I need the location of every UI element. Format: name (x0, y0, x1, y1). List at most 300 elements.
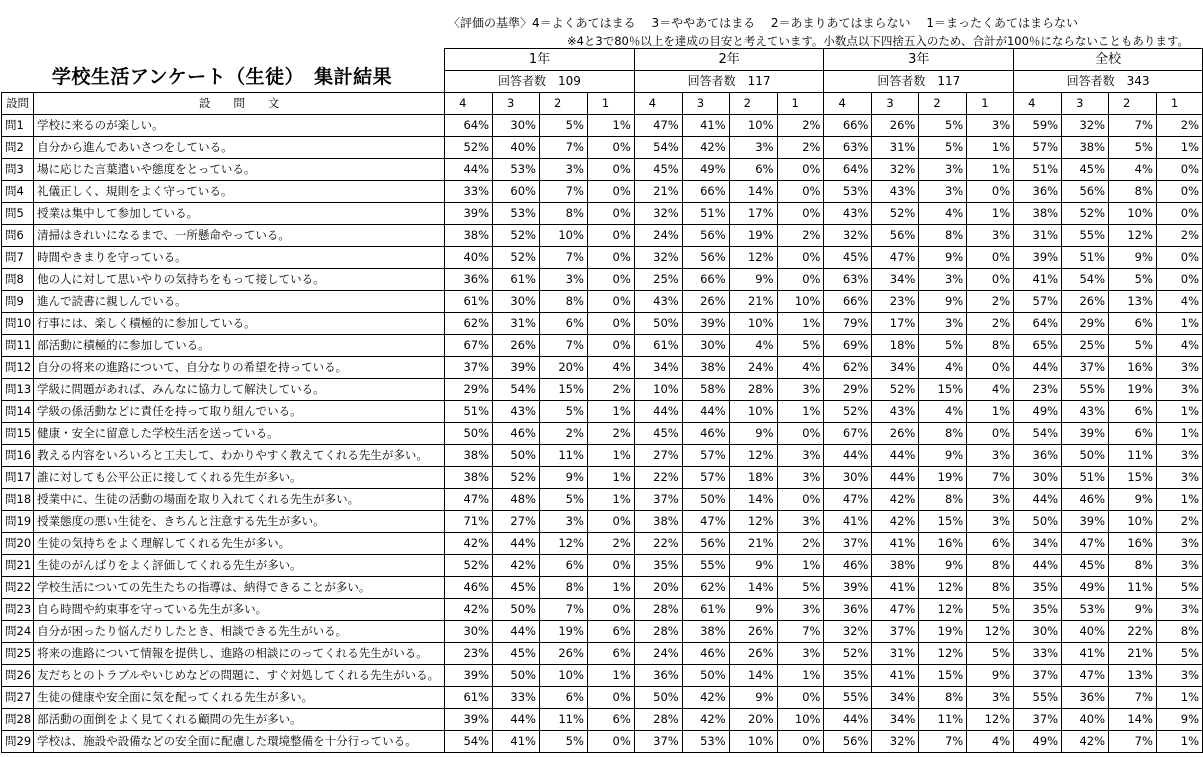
percent-cell: 43% (493, 401, 540, 423)
percent-cell: 61% (445, 687, 493, 709)
percent-cell: 9% (729, 687, 777, 709)
percent-cell: 40% (1062, 621, 1109, 643)
percent-cell: 39% (445, 203, 493, 225)
percent-cell: 8% (919, 225, 967, 247)
percent-cell: 25% (634, 269, 682, 291)
percent-cell: 44% (445, 159, 493, 181)
percent-cell: 4% (919, 203, 967, 225)
percent-cell: 20% (729, 709, 777, 731)
percent-cell: 54% (493, 379, 540, 401)
percent-cell: 50% (634, 313, 682, 335)
percent-cell: 63% (824, 269, 872, 291)
percent-cell: 0% (587, 247, 634, 269)
question-number: 問9 (2, 291, 34, 313)
percent-cell: 55% (682, 555, 729, 577)
percent-cell: 19% (919, 621, 967, 643)
percent-cell: 0% (587, 731, 634, 753)
percent-cell: 38% (445, 467, 493, 489)
percent-cell: 45% (824, 247, 872, 269)
scale-header-cell: 1 (967, 93, 1014, 115)
percent-cell: 44% (493, 621, 540, 643)
percent-cell: 4% (1109, 159, 1157, 181)
table-row (2, 467, 1203, 489)
percent-cell: 3% (777, 599, 824, 621)
percent-cell: 30% (445, 621, 493, 643)
percent-cell: 29% (824, 379, 872, 401)
question-text: 誰に対しても公平公正に接してくれる先生が多い。 (34, 467, 445, 489)
percent-cell: 48% (493, 489, 540, 511)
percent-cell: 15% (919, 511, 967, 533)
percent-cell: 60% (493, 181, 540, 203)
percent-cell: 16% (1109, 533, 1157, 555)
percent-cell: 7% (539, 335, 587, 357)
percent-cell: 52% (493, 247, 540, 269)
percent-cell: 52% (445, 137, 493, 159)
percent-cell: 11% (1109, 577, 1157, 599)
percent-cell: 0% (967, 181, 1014, 203)
percent-cell: 10% (634, 379, 682, 401)
percent-cell: 14% (729, 489, 777, 511)
percent-cell: 5% (1109, 137, 1157, 159)
scale-header-cell: 3 (682, 93, 729, 115)
table-row (2, 313, 1203, 335)
percent-cell: 5% (539, 731, 587, 753)
percent-cell: 79% (824, 313, 872, 335)
percent-cell: 12% (967, 621, 1014, 643)
percent-cell: 12% (729, 445, 777, 467)
percent-cell: 24% (634, 643, 682, 665)
percent-cell: 5% (539, 489, 587, 511)
percent-cell: 1% (1156, 489, 1202, 511)
percent-cell: 9% (729, 269, 777, 291)
table-row (2, 445, 1203, 467)
percent-cell: 9% (729, 555, 777, 577)
table-row (2, 357, 1203, 379)
percent-cell: 52% (824, 401, 872, 423)
percent-cell: 1% (777, 401, 824, 423)
percent-cell: 52% (872, 203, 919, 225)
percent-cell: 2% (1156, 511, 1202, 533)
percent-cell: 9% (919, 445, 967, 467)
percent-cell: 44% (824, 445, 872, 467)
percent-cell: 51% (1062, 467, 1109, 489)
percent-cell: 44% (1014, 357, 1062, 379)
percent-cell: 1% (777, 313, 824, 335)
percent-cell: 49% (1014, 401, 1062, 423)
percent-cell: 15% (919, 379, 967, 401)
question-text: 授業は集中して参加している。 (34, 203, 445, 225)
percent-cell: 25% (1062, 335, 1109, 357)
table-row (2, 115, 1203, 137)
percent-cell: 0% (1156, 203, 1202, 225)
table-row (2, 159, 1203, 181)
percent-cell: 42% (445, 533, 493, 555)
percent-cell: 50% (445, 423, 493, 445)
percent-cell: 30% (824, 467, 872, 489)
percent-cell: 10% (777, 709, 824, 731)
question-text: 学校生活についての先生たちの指導は、納得できることが多い。 (34, 577, 445, 599)
question-number: 問4 (2, 181, 34, 203)
percent-cell: 38% (1062, 137, 1109, 159)
percent-cell: 53% (1062, 599, 1109, 621)
percent-cell: 3% (1156, 555, 1202, 577)
table-row (2, 709, 1203, 731)
question-text: 授業中に、生徒の活動の場面を取り入れてくれる先生が多い。 (34, 489, 445, 511)
percent-cell: 62% (445, 313, 493, 335)
question-number: 問1 (2, 115, 34, 137)
percent-cell: 37% (634, 731, 682, 753)
percent-cell: 5% (967, 599, 1014, 621)
percent-cell: 57% (1014, 137, 1062, 159)
percent-cell: 5% (539, 401, 587, 423)
percent-cell: 29% (1062, 313, 1109, 335)
percent-cell: 5% (777, 577, 824, 599)
percent-cell: 3% (1156, 445, 1202, 467)
grade-1-respondents: 回答者数 109 (445, 71, 635, 93)
question-text: 自分が困ったり悩んだりしたとき、相談できる先生がいる。 (34, 621, 445, 643)
percent-cell: 0% (777, 247, 824, 269)
percent-cell: 20% (539, 357, 587, 379)
percent-cell: 5% (777, 335, 824, 357)
percent-cell: 50% (1014, 511, 1062, 533)
percent-cell: 5% (539, 115, 587, 137)
percent-cell: 45% (1062, 159, 1109, 181)
percent-cell: 3% (1156, 379, 1202, 401)
percent-cell: 47% (634, 115, 682, 137)
percent-cell: 39% (493, 357, 540, 379)
percent-cell: 66% (682, 269, 729, 291)
question-number: 問19 (2, 511, 34, 533)
percent-cell: 55% (1062, 379, 1109, 401)
scale-header-cell: 4 (634, 93, 682, 115)
percent-cell: 61% (682, 599, 729, 621)
percent-cell: 7% (539, 599, 587, 621)
question-text: 進んで読書に親しんでいる。 (34, 291, 445, 313)
percent-cell: 0% (587, 687, 634, 709)
percent-cell: 7% (1109, 115, 1157, 137)
percent-cell: 54% (1014, 423, 1062, 445)
percent-cell: 6% (1109, 313, 1157, 335)
percent-cell: 3% (967, 115, 1014, 137)
percent-cell: 38% (445, 225, 493, 247)
percent-cell: 1% (967, 159, 1014, 181)
percent-cell: 5% (1109, 335, 1157, 357)
percent-cell: 8% (967, 335, 1014, 357)
percent-cell: 4% (919, 357, 967, 379)
percent-cell: 0% (967, 247, 1014, 269)
question-text: 学級に問題があれば、みんなに協力して解決している。 (34, 379, 445, 401)
percent-cell: 26% (729, 621, 777, 643)
percent-cell: 61% (493, 269, 540, 291)
percent-cell: 1% (1156, 313, 1202, 335)
percent-cell: 57% (682, 467, 729, 489)
page-title: 学校生活アンケート（生徒） 集計結果 (51, 66, 393, 88)
percent-cell: 21% (729, 291, 777, 313)
percent-cell: 46% (824, 555, 872, 577)
percent-cell: 3% (777, 467, 824, 489)
percent-cell: 28% (729, 379, 777, 401)
percent-cell: 5% (919, 335, 967, 357)
percent-cell: 24% (729, 357, 777, 379)
percent-cell: 34% (1014, 533, 1062, 555)
percent-cell: 0% (1156, 269, 1202, 291)
percent-cell: 49% (1014, 731, 1062, 753)
question-text: 教える内容をいろいろと工夫して、わかりやすく教えてくれる先生が多い。 (34, 445, 445, 467)
percent-cell: 6% (587, 709, 634, 731)
percent-cell: 1% (777, 665, 824, 687)
percent-cell: 16% (919, 533, 967, 555)
percent-cell: 65% (1014, 335, 1062, 357)
percent-cell: 7% (539, 247, 587, 269)
percent-cell: 37% (824, 533, 872, 555)
question-number: 問11 (2, 335, 34, 357)
percent-cell: 30% (1014, 467, 1062, 489)
percent-cell: 34% (872, 709, 919, 731)
percent-cell: 28% (634, 709, 682, 731)
percent-cell: 9% (919, 247, 967, 269)
percent-cell: 0% (587, 555, 634, 577)
percent-cell: 66% (824, 115, 872, 137)
percent-cell: 10% (1109, 203, 1157, 225)
percent-cell: 44% (1014, 555, 1062, 577)
percent-cell: 14% (729, 181, 777, 203)
percent-cell: 1% (587, 665, 634, 687)
percent-cell: 28% (634, 599, 682, 621)
percent-cell: 0% (587, 335, 634, 357)
percent-cell: 17% (872, 313, 919, 335)
percent-cell: 7% (1109, 731, 1157, 753)
percent-cell: 47% (1062, 665, 1109, 687)
percent-cell: 14% (729, 577, 777, 599)
percent-cell: 3% (777, 511, 824, 533)
percent-cell: 34% (872, 357, 919, 379)
percent-cell: 55% (1014, 687, 1062, 709)
percent-cell: 50% (1062, 445, 1109, 467)
percent-cell: 2% (587, 379, 634, 401)
percent-cell: 7% (1109, 687, 1157, 709)
percent-cell: 44% (493, 709, 540, 731)
percent-cell: 59% (1014, 115, 1062, 137)
scale-header-cell: 1 (777, 93, 824, 115)
percent-cell: 4% (1156, 335, 1202, 357)
percent-cell: 39% (1062, 511, 1109, 533)
percent-cell: 1% (1156, 731, 1202, 753)
percent-cell: 1% (1156, 423, 1202, 445)
percent-cell: 36% (1014, 181, 1062, 203)
percent-cell: 5% (919, 137, 967, 159)
percent-cell: 1% (587, 577, 634, 599)
question-number: 問10 (2, 313, 34, 335)
percent-cell: 29% (445, 379, 493, 401)
school-respondents: 回答者数 343 (1014, 71, 1203, 93)
question-text: 自分の将来の進路について、自分なりの希望を持っている。 (34, 357, 445, 379)
percent-cell: 56% (682, 225, 729, 247)
question-text: 部活動の面倒をよく見てくれる顧問の先生が多い。 (34, 709, 445, 731)
percent-cell: 61% (634, 335, 682, 357)
percent-cell: 0% (587, 599, 634, 621)
percent-cell: 41% (682, 115, 729, 137)
percent-cell: 30% (493, 291, 540, 313)
percent-cell: 38% (1014, 203, 1062, 225)
percent-cell: 9% (1156, 709, 1202, 731)
percent-cell: 0% (587, 159, 634, 181)
percent-cell: 0% (777, 203, 824, 225)
percent-cell: 10% (539, 665, 587, 687)
percent-cell: 0% (1156, 181, 1202, 203)
percent-cell: 52% (872, 379, 919, 401)
percent-cell: 15% (1109, 467, 1157, 489)
table-row (2, 181, 1203, 203)
question-number: 問25 (2, 643, 34, 665)
percent-cell: 2% (587, 533, 634, 555)
percent-cell: 57% (1014, 291, 1062, 313)
percent-cell: 3% (1156, 467, 1202, 489)
scale-header-cell: 4 (1014, 93, 1062, 115)
question-text: 行事には、楽しく積極的に参加している。 (34, 313, 445, 335)
percent-cell: 38% (682, 621, 729, 643)
percent-cell: 43% (872, 181, 919, 203)
percent-cell: 44% (872, 467, 919, 489)
question-number: 問17 (2, 467, 34, 489)
percent-cell: 4% (1156, 291, 1202, 313)
percent-cell: 9% (1109, 599, 1157, 621)
question-number: 問2 (2, 137, 34, 159)
percent-cell: 1% (587, 445, 634, 467)
percent-cell: 26% (493, 335, 540, 357)
question-number: 問12 (2, 357, 34, 379)
percent-cell: 52% (824, 643, 872, 665)
table-row (2, 577, 1203, 599)
percent-cell: 1% (587, 467, 634, 489)
percent-cell: 50% (493, 599, 540, 621)
percent-cell: 21% (634, 181, 682, 203)
question-number: 問29 (2, 731, 34, 753)
percent-cell: 3% (1156, 599, 1202, 621)
percent-cell: 62% (682, 577, 729, 599)
question-number: 問18 (2, 489, 34, 511)
scale-header-cell: 2 (729, 93, 777, 115)
percent-cell: 1% (967, 137, 1014, 159)
percent-cell: 27% (634, 445, 682, 467)
percent-cell: 9% (1109, 489, 1157, 511)
percent-cell: 16% (1109, 357, 1157, 379)
percent-cell: 2% (539, 423, 587, 445)
table-row (2, 203, 1203, 225)
percent-cell: 47% (445, 489, 493, 511)
scale-header-cell: 3 (493, 93, 540, 115)
scale-header-cell: 4 (824, 93, 872, 115)
percent-cell: 10% (729, 401, 777, 423)
question-text: 部活動に積極的に参加している。 (34, 335, 445, 357)
percent-cell: 22% (634, 533, 682, 555)
question-text: 授業態度の悪い生徒を、きちんと注意する先生が多い。 (34, 511, 445, 533)
percent-cell: 26% (872, 423, 919, 445)
question-text: 学級の係活動などに責任を持って取り組んでいる。 (34, 401, 445, 423)
percent-cell: 13% (1109, 665, 1157, 687)
percent-cell: 32% (634, 247, 682, 269)
percent-cell: 26% (872, 115, 919, 137)
percent-cell: 6% (539, 313, 587, 335)
table-row (2, 423, 1203, 445)
percent-cell: 12% (919, 599, 967, 621)
percent-cell: 56% (682, 247, 729, 269)
question-number: 問6 (2, 225, 34, 247)
percent-cell: 42% (872, 489, 919, 511)
table-row (2, 643, 1203, 665)
table-row (2, 401, 1203, 423)
percent-cell: 53% (493, 159, 540, 181)
question-number: 問3 (2, 159, 34, 181)
percent-cell: 3% (919, 269, 967, 291)
percent-cell: 44% (493, 533, 540, 555)
question-number: 問8 (2, 269, 34, 291)
question-number: 問27 (2, 687, 34, 709)
percent-cell: 3% (967, 445, 1014, 467)
percent-cell: 52% (493, 467, 540, 489)
percent-cell: 18% (872, 335, 919, 357)
percent-cell: 3% (967, 489, 1014, 511)
percent-cell: 7% (967, 467, 1014, 489)
grade-header-row (2, 49, 1203, 71)
percent-cell: 50% (682, 489, 729, 511)
percent-cell: 0% (777, 687, 824, 709)
percent-cell: 6% (587, 643, 634, 665)
percent-cell: 3% (539, 159, 587, 181)
percent-cell: 12% (539, 533, 587, 555)
percent-cell: 7% (777, 621, 824, 643)
table-row (2, 335, 1203, 357)
percent-cell: 52% (493, 225, 540, 247)
percent-cell: 12% (967, 709, 1014, 731)
question-text: 将来の進路について情報を提供し、進路の相談にのってくれる先生がいる。 (34, 643, 445, 665)
percent-cell: 47% (824, 489, 872, 511)
percent-cell: 14% (729, 665, 777, 687)
percent-cell: 49% (1062, 577, 1109, 599)
question-number: 問21 (2, 555, 34, 577)
scale-header-cell: 3 (872, 93, 919, 115)
percent-cell: 2% (777, 115, 824, 137)
percent-cell: 36% (1014, 445, 1062, 467)
percent-cell: 53% (682, 731, 729, 753)
percent-cell: 0% (777, 181, 824, 203)
percent-cell: 34% (634, 357, 682, 379)
percent-cell: 45% (493, 577, 540, 599)
percent-cell: 38% (634, 511, 682, 533)
percent-cell: 22% (634, 467, 682, 489)
percent-cell: 8% (919, 423, 967, 445)
percent-cell: 15% (919, 665, 967, 687)
percent-cell: 44% (872, 445, 919, 467)
percent-cell: 3% (1156, 665, 1202, 687)
percent-cell: 4% (967, 731, 1014, 753)
percent-cell: 1% (1156, 401, 1202, 423)
percent-cell: 0% (587, 181, 634, 203)
percent-cell: 14% (1109, 709, 1157, 731)
percent-cell: 45% (634, 423, 682, 445)
percent-cell: 26% (539, 643, 587, 665)
percent-cell: 1% (1156, 687, 1202, 709)
percent-cell: 54% (1062, 269, 1109, 291)
percent-cell: 64% (1014, 313, 1062, 335)
table-row (2, 247, 1203, 269)
percent-cell: 19% (919, 467, 967, 489)
percent-cell: 67% (824, 423, 872, 445)
table-row (2, 291, 1203, 313)
percent-cell: 3% (777, 445, 824, 467)
question-number: 問20 (2, 533, 34, 555)
scale-header-row (2, 93, 1203, 115)
percent-cell: 64% (445, 115, 493, 137)
